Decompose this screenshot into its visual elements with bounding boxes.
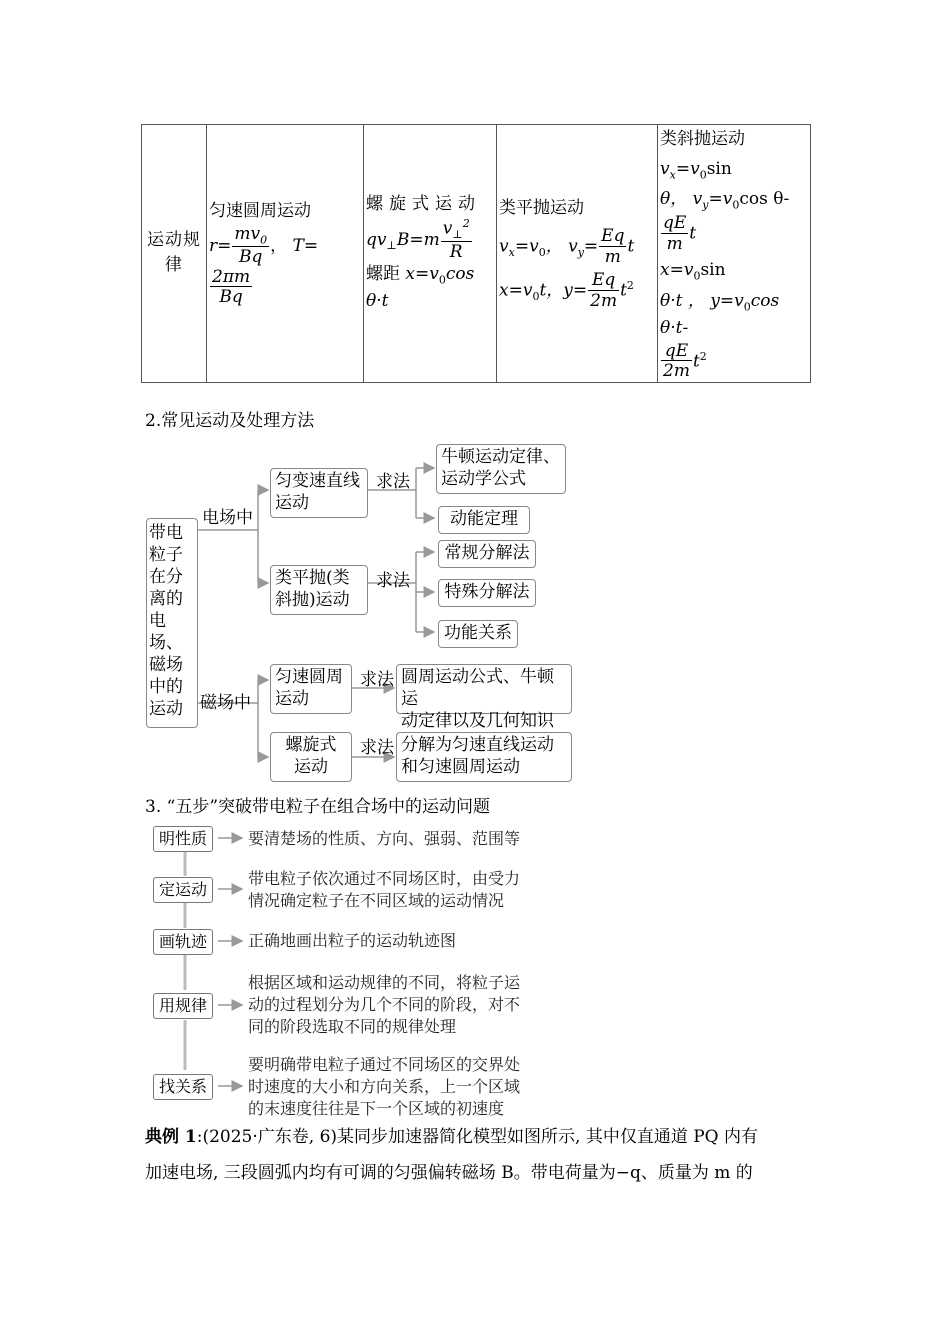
step-1-desc: 要清楚场的性质、方向、强弱、范围等	[248, 829, 521, 848]
magnetic-field-label: 磁场中	[200, 693, 251, 713]
root-line: 粒子	[149, 545, 183, 565]
uniform-circular-box: 匀速圆周 运动	[270, 664, 352, 714]
step-4-desc: 根据区域和运动规律的不同，将粒子运 动的过程划分为几个不同的阶段，对不 同的阶段选取不同的规律处理	[248, 973, 521, 1036]
oblique-line-1: $v_x=v_0\sin$	[660, 158, 732, 181]
kinetic-energy-theorem-box: 动能定理	[438, 506, 530, 534]
root-line: 电场、	[149, 611, 183, 653]
section-3-heading: 3. “五步”突破带电粒子在组合场中的运动问题	[145, 797, 491, 817]
helical-force-eq: $qv_\perp B=m$ $\frac{v_\perp^2}{R}$	[366, 216, 470, 262]
root-line: 磁场	[149, 655, 183, 675]
root-line: 在分	[149, 567, 183, 587]
method-label: 求法	[376, 472, 410, 492]
special-decomposition-box: 特殊分解法	[438, 579, 536, 607]
method-label: 求法	[376, 571, 410, 591]
step-draw-trajectory: 画轨迹	[153, 929, 213, 955]
oblique-line-3: $x=v_0\sin$	[660, 260, 726, 283]
circular-method-box: 圆周运动公式、牛顿运 动定律以及几何知识	[396, 664, 572, 714]
root-line: 运动	[149, 699, 183, 719]
oblique-line-2: θ， $v_y=v_0\cos$ θ- $\frac{qE}{m}$ t	[660, 189, 790, 254]
work-energy-box: 功能关系	[438, 620, 518, 648]
helical-pitch: 螺距 $x=v_0\cos$ θ·t	[366, 264, 475, 312]
example-line-1: 典例 1:(2025·广东卷, 6)某同步加速器简化模型如图所示, 其中仅直通道 PQ 内有	[145, 1127, 759, 1147]
uniform-circular-title: 匀速圆周运动	[209, 201, 311, 222]
newton-kinematics-box: 牛顿运动定律、 运动学公式	[436, 444, 566, 494]
step-apply-laws: 用规律	[153, 993, 213, 1019]
conventional-decomposition-box: 常规分解法	[438, 540, 536, 568]
root-line: 离的	[149, 589, 183, 609]
projectile-title: 类平抛运动	[499, 197, 584, 218]
uniform-circular-formula: r= $\frac{mv_0}{Bq}$ ， T= $\frac{2\pi m}{Bq}$	[209, 223, 319, 308]
step-3-desc: 正确地画出粒子的运动轨迹图	[248, 931, 457, 950]
helical-method-box: 分解为匀速直线运动 和匀速圆周运动	[396, 732, 572, 782]
root-box	[146, 518, 198, 728]
step-2-desc: 带电粒子依次通过不同场区时，由受力 情况确定粒子在不同区域的运动情况	[248, 869, 521, 910]
row-label: 运动规律	[147, 229, 201, 276]
step-determine-motion: 定运动	[153, 877, 213, 903]
method-label: 求法	[360, 738, 394, 758]
root-line: 中的	[149, 677, 183, 697]
projectile-velocity: $v_x=v_0$， $v_y=$ $\frac{Eq}{m}$ t	[499, 226, 635, 267]
method-label: 求法	[360, 670, 394, 690]
helical-title: 螺旋式运动	[366, 194, 481, 215]
section-2-heading: 2.常见运动及处理方法	[145, 411, 315, 431]
example-label: 典例 1	[145, 1127, 197, 1147]
step-find-relations: 找关系	[153, 1074, 213, 1100]
oblique-line-4: θ·t ， $y=v_0\cos$ θ·t-	[660, 291, 780, 339]
projectile-displacement: $x=v_0t$，y= $\frac{Eq}{2m}$ $t^2$	[499, 270, 634, 311]
step-determine-nature: 明性质	[153, 826, 213, 852]
electric-field-label: 电场中	[202, 508, 253, 528]
step-5-desc: 要明确带电粒子通过不同场区的交界处 时速度的大小和方向关系，上一个区域 的末速度往往是下一个区域的初速度	[248, 1055, 521, 1118]
oblique-line-5: $\frac{qE}{2m}$ $t^2$	[663, 340, 707, 382]
example-line-2: 加速电场, 三段圆弧内均有可调的匀强偏转磁场 B。带电荷量为−q、质量为 m 的	[145, 1163, 753, 1183]
helical-motion-box: 螺旋式 运动	[270, 732, 352, 782]
oblique-title: 类斜抛运动	[660, 129, 745, 149]
uniform-linear-box: 匀变速直线 运动	[270, 468, 368, 518]
projectile-like-box: 类平抛(类 斜抛)运动	[270, 565, 368, 615]
root-line: 带电	[149, 523, 183, 543]
